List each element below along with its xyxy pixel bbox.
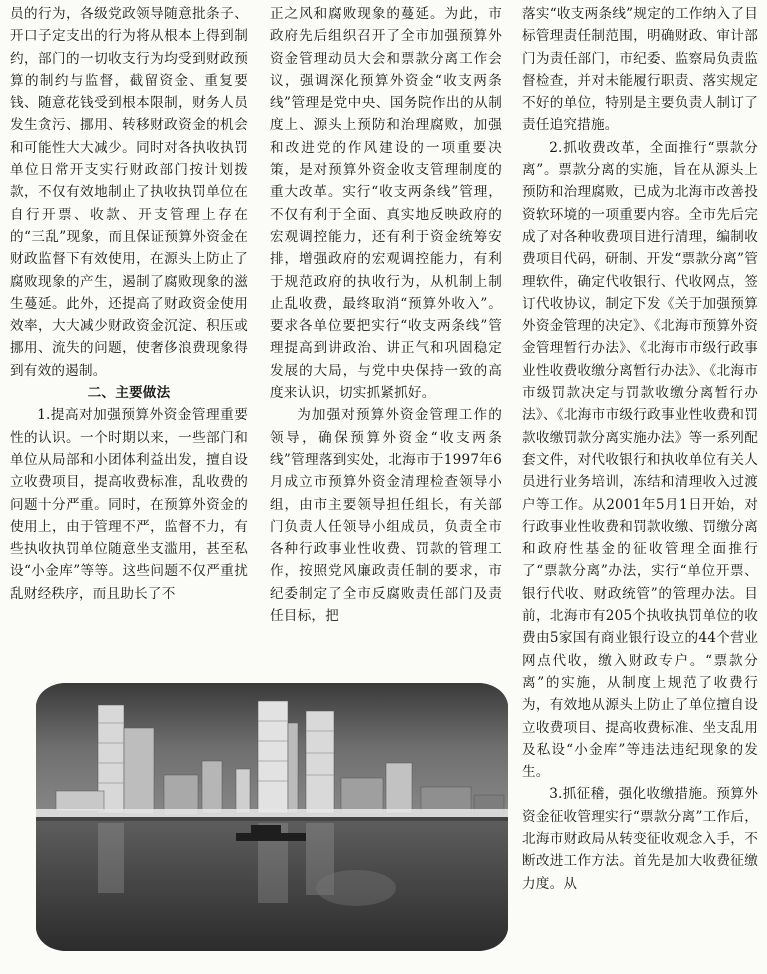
city-skyline-photo <box>36 683 508 951</box>
paragraph: 2.抓收费改革，全面推行“票款分离”。票款分离的实施，旨在从源头上预防和治理腐败，已成为北海市改善投资软环境的一项重要内容。全市先后完成了对各种收费项目进行清理，编制收费项目代码，研制、开发“票款分离”管理软件，确定代收银行、代收网点，签订代收协议，制定下发《关于加强预算外资金管理的决定》、《北海市预算外资金管理暂行办法》、《北海市市级行政事业性收费收缴分离暂行办法》、《北海市市级罚款决定与罚款收缴分离暂行办法》、《北海市市级行政事业性收费和罚款收缴罚款分离实施办法》等一系列配套文件，对代收银行和执收单位有关人员进行业务培训，冻结和清理收入过渡户等工作。从2001年5月1日开始，对行政事业性收费和罚款收缴、罚缴分离和政府性基金的征收管理全面推行了“票款分离”办法，实行“单位开票、银行代收、财政统管”的管理办法。目前，北海市有205个执收执罚单位的收费由5家国有商业银行设立的44个营业网点代收，缴入财政专户。“票款分离”的实施，从制度上规范了收费行为，有效地从源头上防止了单位擅自设立收费项目、提高收费标准、坐支乱用及私设“小金库”等违法违纪现象的发生。 <box>522 139 758 781</box>
paragraph: 3.抓征稽，强化收缴措施。预算外资金征收管理实行“票款分离”工作后，北海市财政局从转变征收观念入手，不断改进工作方法。首先是加大收费征缴力度。从 <box>522 786 758 892</box>
paragraph: 落实“收支两条线”规定的工作纳入了目标管理责任制范围，明确财政、审计部门为责任部门，市纪委、监察局负责监督检查，并对未能履行职责、落实规定不好的单位，特别是主要负责人制订了责任追究措施。 <box>522 6 758 134</box>
text-column-3 <box>522 3 758 895</box>
paragraph: 正之风和腐败现象的蔓延。为此，市政府先后组织召开了全市加强预算外资金管理动员大会和票款分离工作会议，强调深化预算外资金“收支两条线”管理是党中央、国务院作出的从制度上、源头上预防和治理腐败，加强和改进党的作风建设的一项重要决策，是对预算外资金收支管理制度的重大改革。实行“收支两条线”管理，不仅有利于全面、真实地反映政府的宏观调控能力，还有利于资金统筹安排，增强政府的宏观调控能力，有利于规范政府的执收行为，从机制上制止乱收费，最终取消“预算外收入”。要求各单位要把实行“收支两条线”管理提高到讲政治、讲正气和巩固稳定发展的大局，与党中央保持一致的高度来认识，切实抓紧抓好。 <box>270 6 502 402</box>
paragraph: 为加强对预算外资金管理工作的领导，确保预算外资金“收支两条线”管理落到实处，北海市于1997年6月成立市预算外资金清理检查领导小组，由市主要领导担任组长，有关部门负责人任领导小组成员，负责全市各种行政事业性收费、罚款的管理工作，按照党风廉政责任制的要求，市纪委制定了全市反腐败责任部门及责任目标，把 <box>270 407 502 625</box>
text-column-1 <box>10 3 248 605</box>
paragraph: 员的行为，各级党政领导随意批条子、开口子定支出的行为将从根本上得到制约，部门的一切收支行为均受到财政预算的制约与监督，截留资金、重复要钱、随意花钱受到根本限制，财务人员发生贪污、挪用、转移财政资金的机会和可能性大大减少。同时对各执收执罚单位日常开支实行财政部门按计划拨款，不仅有效地制止了执收执罚单位在自行开票、收款、开支管理上存在的“三乱”现象，而且保证预算外资金在财政监督下有效使用，在源头上防止了腐败现象的产生，遏制了腐败现象的滋生蔓延。此外，还提高了财政资金使用效率，大大减少财政资金沉淀、积压或挪用、流失的问题，使奢侈浪费现象得到有效的遏制。 <box>10 6 248 379</box>
skyline-illustration <box>36 683 508 951</box>
section-heading: 二、主要做法 <box>87 385 171 402</box>
paragraph: 1.提高对加强预算外资金管理重要性的认识。一个时期以来，一些部门和单位从局部和小团体利益出发，擅自设立收费项目，提高收费标准，乱收费的问题十分严重。同时，在预算外资金的使用上，由于管理不严，监督不力，有些执收执罚单位随意坐支滥用，甚至私设“小金库”等等。这些问题不仅严重扰乱财经秩序，而且助长了不 <box>10 407 248 602</box>
text-column-2 <box>270 3 502 627</box>
